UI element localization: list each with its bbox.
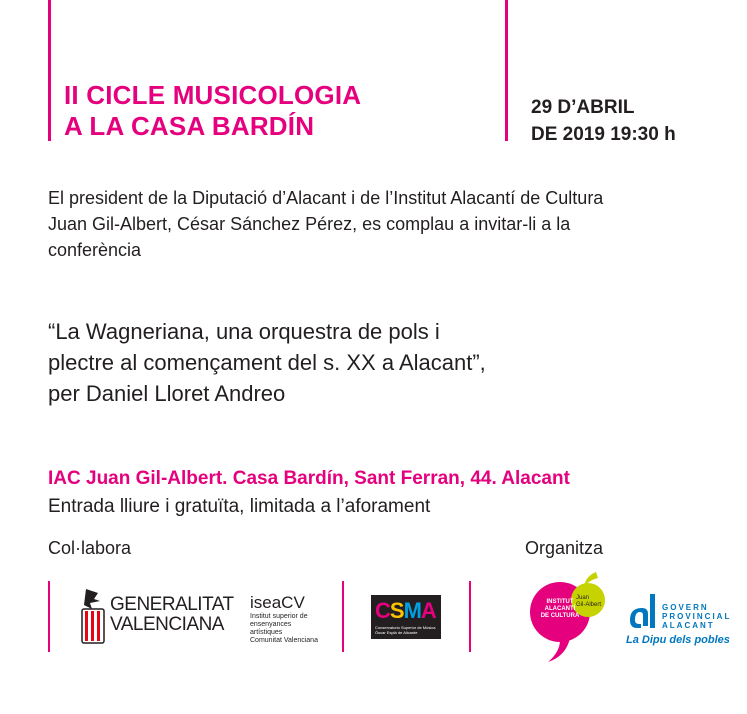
talk-line-1: “La Wagneriana, una orquestra de pols i bbox=[48, 319, 440, 344]
iac-juan-gil-albert-logo bbox=[526, 568, 608, 664]
dipu-line-3: ALACANT bbox=[662, 621, 715, 630]
header-left-rule bbox=[48, 0, 51, 141]
csma-logo bbox=[371, 595, 441, 639]
title-line-2: A LA CASA BARDÍN bbox=[64, 111, 315, 141]
dipu-slogan: La Dipu dels pobles bbox=[626, 634, 730, 646]
gva-emblem-icon bbox=[78, 587, 108, 645]
dipu-wordmark bbox=[662, 603, 731, 630]
iac-line-3: DE CULTURA bbox=[540, 613, 580, 619]
dipu-line-2: PROVINCIAL bbox=[662, 612, 732, 621]
iseacv-wordmark: iseaCV bbox=[250, 593, 305, 612]
logo-divider-2 bbox=[342, 581, 344, 652]
intro-line-2: Juan Gil-Albert, César Sánchez Pérez, es complau a invitar-li a la bbox=[48, 214, 571, 234]
invitation-text bbox=[48, 185, 708, 263]
gva-line-1: GENERALITAT bbox=[110, 594, 234, 615]
event-title bbox=[64, 80, 361, 142]
entry-line: Entrada lliure i gratuïta, limitada a l’aforament bbox=[48, 496, 431, 517]
logo-divider-3 bbox=[469, 581, 471, 652]
iac-line-2: ALACANTÍ bbox=[544, 606, 576, 612]
iac-juan-text bbox=[576, 595, 601, 609]
isea-sub-line-1: Institut superior de bbox=[250, 613, 308, 620]
gva-line-2: VALENCIANA bbox=[110, 614, 224, 635]
iseacv-subtitle bbox=[250, 613, 320, 645]
title-line-1: II CICLE MUSICOLOGIA bbox=[64, 80, 362, 110]
iac-juan-line-2: Gil-Albert bbox=[576, 602, 602, 608]
isea-sub-line-2: ensenyances artístiques bbox=[250, 621, 292, 636]
intro-line-3: conferència bbox=[48, 240, 142, 260]
logo-divider-1 bbox=[48, 581, 50, 652]
talk-title bbox=[48, 316, 708, 409]
iac-line-1: INSTITUT bbox=[546, 599, 574, 605]
dipu-al-icon bbox=[626, 590, 660, 630]
date-line-2: DE 2019 19:30 h bbox=[531, 124, 676, 145]
isea-sub-line-3: Comunitat Valenciana bbox=[250, 637, 318, 644]
diputacio-alacant-logo bbox=[626, 590, 731, 650]
header-right-rule bbox=[505, 0, 508, 141]
date-line-1: 29 D’ABRIL bbox=[531, 97, 635, 118]
venue-line: IAC Juan Gil-Albert. Casa Bardín, Sant Ferran, 44. Alacant bbox=[48, 468, 570, 489]
iac-juan-line-1: Juan bbox=[576, 595, 590, 601]
dipu-line-1: GOVERN bbox=[662, 603, 709, 612]
generalitat-valenciana-logo bbox=[78, 587, 234, 647]
org-label: Organitza bbox=[525, 538, 604, 558]
event-date bbox=[531, 94, 676, 148]
csma-wordmark: CSMA bbox=[375, 598, 436, 623]
talk-line-2: plectre al començament del s. XX a Alacant”, bbox=[48, 350, 486, 375]
iseacv-logo bbox=[250, 593, 320, 644]
gva-wordmark bbox=[110, 595, 234, 635]
talk-line-3: per Daniel Lloret Andreo bbox=[48, 381, 286, 406]
intro-line-1: El president de la Diputació d’Alacant i de l’Institut Alacantí de Cultura bbox=[48, 188, 604, 208]
csma-subtitle: Conservatorio Superior de Música Óscar Esplá de Alicante bbox=[375, 625, 436, 635]
collab-label: Col·labora bbox=[48, 538, 132, 558]
